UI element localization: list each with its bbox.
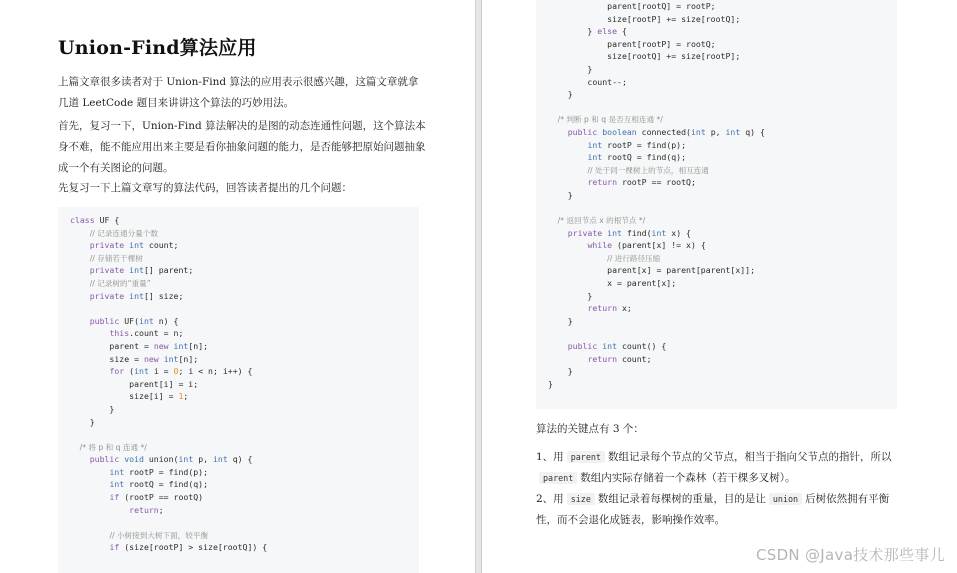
code-right-line: int rootQ = find(q); [587, 152, 687, 163]
csdn-watermark: CSDN @Java技术那些事儿 [755, 546, 945, 564]
inline-code-union: union [769, 493, 802, 505]
code-right-line: /* 返回节点 x 的根节点 */ [548, 216, 646, 226]
code-left-line: public void union(int p, int q) { [89, 454, 253, 465]
code-left-line: for (int i = 0; i < n; i++) { [109, 366, 253, 377]
code-left-line: // 记录连通分量个数 [89, 228, 158, 238]
code-left-line: parent[i] = i; [70, 378, 199, 389]
code-left-line: if (rootP == rootQ) [109, 492, 204, 503]
key-points-heading: 算法的关键点有 3 个： [536, 423, 644, 435]
code-left-line: return; [129, 504, 164, 515]
key-point-2-middle: 数组记录着每棵树的重量，目的是让 [597, 493, 766, 505]
code-right-line: parent[rootP] = rootQ; [548, 38, 716, 49]
code-left-line: size[i] = 1; [70, 391, 189, 402]
key-point-1 [536, 447, 896, 489]
code-right-line: } [548, 89, 573, 100]
code-left-line: parent = new int[n]; [70, 340, 209, 351]
code-left-line: this.count = n; [109, 328, 184, 339]
code-left-line: class UF { [70, 215, 120, 225]
article-title: Union-Find算法应用 [58, 37, 257, 59]
code-left-line: size = new int[n]; [70, 353, 199, 364]
code-right-line [548, 101, 897, 114]
key-point-1-middle: 数组记录每个节点的父节点，相当于指向父节点的指针，所以 [607, 451, 892, 463]
code-right-line: count--; [548, 76, 627, 87]
code-right-line: } [548, 290, 593, 301]
code-lead-paragraph: 先复习一下上篇文章写的算法代码，回答读者提出的几个问题： [58, 182, 352, 194]
code-right-line [548, 327, 897, 340]
code-left-line: private int[] size; [89, 290, 184, 301]
code-right-line: size[rootP] += size[rootQ]; [548, 13, 741, 24]
code-left-line: // 小树接到大树下面，较平衡 [109, 530, 209, 540]
code-right-line: public boolean connected(int p, int q) { [567, 126, 765, 137]
key-point-2 [536, 489, 896, 531]
code-right-line: while (parent[x] != x) { [587, 240, 706, 251]
code-block-uf-part2 [536, 0, 897, 409]
code-right-line: /* 判断 p 和 q 是否互相连通 */ [548, 115, 663, 125]
inline-code-size: size [567, 493, 595, 505]
inline-code-parent: parent [567, 451, 605, 463]
code-right-line: } [548, 63, 593, 74]
key-point-2-prefix: 2、用 [536, 493, 564, 505]
code-left-line: } [70, 403, 115, 414]
code-left-line: public UF(int n) { [89, 315, 179, 326]
code-right-line: } [548, 378, 553, 389]
code-right-line: public int count() { [567, 341, 667, 352]
code-left-line: // 存储若干棵树 [89, 253, 143, 263]
code-left-line: /* 将 p 和 q 连通 */ [70, 442, 147, 452]
review-paragraph: 首先，复习一下，Union-Find 算法解决的是图的动态连通性问题，这个算法本身不难，能不能应用出来主要是看你抽象问题的能力，是否能够把原始问题抽象成一个有关图论的问题。 [58, 120, 426, 174]
code-right-line: return x; [587, 303, 632, 314]
code-right-line: // 进行路径压缩 [607, 253, 661, 263]
code-left-line: } [70, 416, 95, 427]
code-left-line: int rootQ = find(q); [109, 479, 209, 490]
code-right-line: } [548, 315, 573, 326]
code-left-line: int rootP = find(p); [109, 466, 209, 477]
code-right-line: } else { [548, 26, 627, 37]
code-right-line: private int find(int x) { [567, 227, 691, 238]
intro-paragraph: 上篇文章很多读者对于 Union-Find 算法的应用表示很感兴趣，这篇文章就拿几道 LeetCode 题目来讲讲这个算法的巧妙用法。 [58, 76, 419, 109]
code-right-line [548, 202, 897, 215]
code-left-line: // 记录树的“重量” [89, 278, 151, 288]
code-right-line: parent[x] = parent[parent[x]]; [548, 265, 756, 276]
code-right-line: x = parent[x]; [548, 278, 677, 289]
code-right-line: return rootP == rootQ; [587, 177, 696, 188]
code-right-line: // 处于同一棵树上的节点，相互连通 [587, 165, 709, 175]
code-right-line: parent[rootQ] = rootP; [548, 1, 716, 11]
code-right-line: return count; [587, 353, 652, 364]
key-point-2-suffix: 后树依然拥有平衡性，而不会退化成链表，影响操作效率。 [536, 493, 890, 526]
code-right-line: } [548, 366, 573, 377]
code-left-line [70, 516, 419, 529]
inline-code-parent-2: parent [539, 472, 577, 484]
code-left-line [70, 302, 419, 315]
code-right-line: } [548, 189, 573, 200]
code-right-line: size[rootQ] += size[rootP]; [548, 51, 741, 62]
code-right-line: int rootP = find(p); [587, 139, 687, 150]
code-left-line: private int count; [89, 240, 179, 251]
code-left-line: if (size[rootP] > size[rootQ]) { [109, 542, 268, 553]
key-point-1-prefix: 1、用 [536, 451, 564, 463]
page-left [0, 0, 476, 573]
code-left-line [70, 428, 419, 441]
key-point-1-suffix: 数组内实际存储着一个森林（若干棵多叉树）。 [580, 472, 796, 484]
code-block-uf-part1 [58, 207, 419, 573]
code-left-line: private int[] parent; [89, 265, 194, 276]
